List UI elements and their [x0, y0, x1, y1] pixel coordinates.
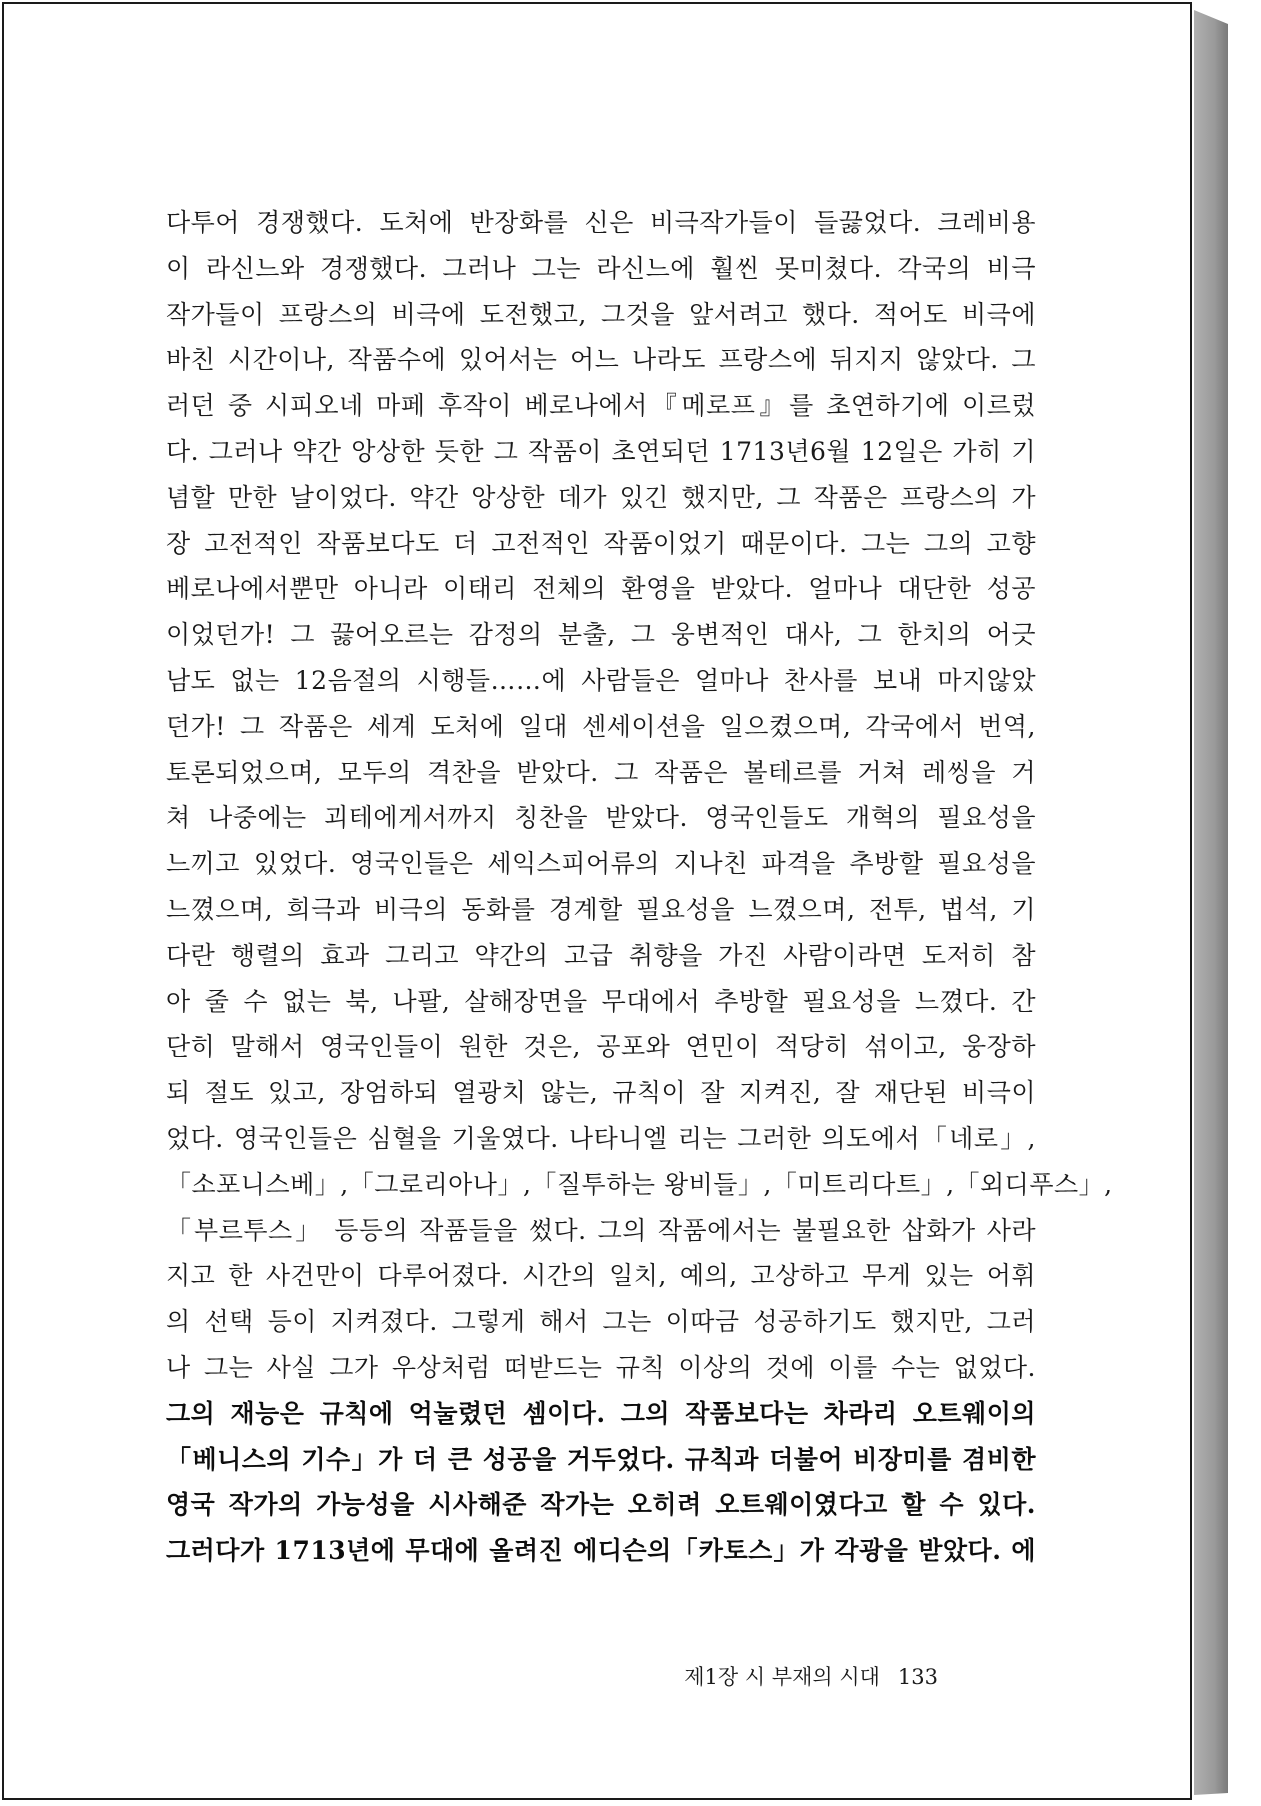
- text-line: 베로나에서뿐만 아니라 이태리 전체의 환영을 받았다. 얼마나 대단한 성공: [166, 574, 1036, 604]
- book-page: [2, 2, 1192, 1800]
- page-number: 133: [897, 1665, 938, 1689]
- text-line: 나 그는 사실 그가 우상처럼 떠받드는 규칙 이상의 것에 이를 수는 없었다.: [166, 1352, 1036, 1382]
- text-line: 남도 없는 12음절의 시행들……에 사람들은 얼마나 찬사를 보내 마지않았: [166, 665, 1036, 695]
- text-line: 되 절도 있고, 장엄하되 열광치 않는, 규칙이 잘 지켜진, 잘 재단된 비극이: [166, 1078, 1036, 1108]
- text-line: 「베니스의 기수」가 더 큰 성공을 거두었다. 규칙과 더불어 비장미를 겸비한: [166, 1444, 1036, 1474]
- text-line: 의 선택 등이 지켜졌다. 그렇게 해서 그는 이따금 성공하기도 했지만, 그러: [166, 1307, 1036, 1337]
- running-head: 제1장 시 부재의 시대: [684, 1665, 880, 1689]
- text-line: 러던 중 시피오네 마페 후작이 베로나에서『메로프』를 초연하기에 이르렀: [166, 391, 1036, 421]
- text-line: 다. 그러나 약간 앙상한 듯한 그 작품이 초연되던 1713년6월 12일은 가히 기: [166, 436, 1036, 466]
- text-line: 쳐 나중에는 괴테에게서까지 칭찬을 받았다. 영국인들도 개혁의 필요성을: [166, 803, 1036, 833]
- text-line: 토론되었으며, 모두의 격찬을 받았다. 그 작품은 볼테르를 거쳐 레씽을 거: [166, 757, 1036, 787]
- text-line: 아 줄 수 없는 북, 나팔, 살해장면을 무대에서 추방할 필요성을 느꼈다. 간: [166, 986, 1036, 1016]
- text-line: 이 라신느와 경쟁했다. 그러나 그는 라신느에 훨씬 못미쳤다. 각국의 비극: [166, 253, 1036, 283]
- text-line: 이었던가! 그 끓어오르는 감정의 분출, 그 웅변적인 대사, 그 한치의 어긋: [166, 620, 1036, 650]
- text-line: 다투어 경쟁했다. 도처에 반장화를 신은 비극작가들이 들끓었다. 크레비용: [166, 208, 1036, 237]
- page-edge-shadow: [1194, 10, 1228, 1795]
- text-line: 었다. 영국인들은 심혈을 기울였다. 나타니엘 리는 그러한 의도에서「네로」,: [166, 1123, 1036, 1153]
- text-line: 다란 행렬의 효과 그리고 약간의 고급 취향을 가진 사람이라면 도저히 참: [166, 940, 1036, 970]
- text-line: 장 고전적인 작품보다도 더 고전적인 작품이었기 때문이다. 그는 그의 고향: [166, 528, 1036, 558]
- text-line: 바친 시간이나, 작품수에 있어서는 어느 나라도 프랑스에 뒤지지 않았다. 그: [166, 345, 1036, 375]
- text-line: 느꼈으며, 희극과 비극의 동화를 경계할 필요성을 느꼈으며, 전투, 법석, 기: [166, 894, 1036, 924]
- text-line: 지고 한 사건만이 다루어졌다. 시간의 일치, 예의, 고상하고 무게 있는 어휘: [166, 1261, 1036, 1291]
- page-footer: [684, 1661, 938, 1691]
- text-line: 던가! 그 작품은 세계 도처에 일대 센세이션을 일으켰으며, 각국에서 번역,: [166, 711, 1036, 741]
- text-line: 그러다가 1713년에 무대에 올려진 에디슨의「카토스」가 각광을 받았다. 에: [166, 1536, 1036, 1566]
- text-line: 「소포니스베」,「그로리아나」,「질투하는 왕비들」,「미트리다트」,「외디푸스」,: [166, 1169, 1113, 1199]
- text-line: 그의 재능은 규칙에 억눌렸던 셈이다. 그의 작품보다는 차라리 오트웨이의: [166, 1398, 1036, 1428]
- text-line: 단히 말해서 영국인들이 원한 것은, 공포와 연민이 적당히 섞이고, 웅장하: [166, 1032, 1036, 1062]
- text-line: 느끼고 있었다. 영국인들은 세익스피어류의 지나친 파격을 추방할 필요성을: [166, 849, 1036, 879]
- text-line: 「부르투스」 등등의 작품들을 썼다. 그의 작품에서는 불필요한 삽화가 사라: [166, 1215, 1036, 1245]
- text-line: 영국 작가의 가능성을 시사해준 작가는 오히려 오트웨이였다고 할 수 있다.: [166, 1490, 1036, 1520]
- text-line: 념할 만한 날이었다. 약간 앙상한 데가 있긴 했지만, 그 작품은 프랑스의 가: [166, 482, 1036, 512]
- text-line: 작가들이 프랑스의 비극에 도전했고, 그것을 앞서려고 했다. 적어도 비극에: [166, 299, 1036, 329]
- body-text: [166, 200, 1113, 1574]
